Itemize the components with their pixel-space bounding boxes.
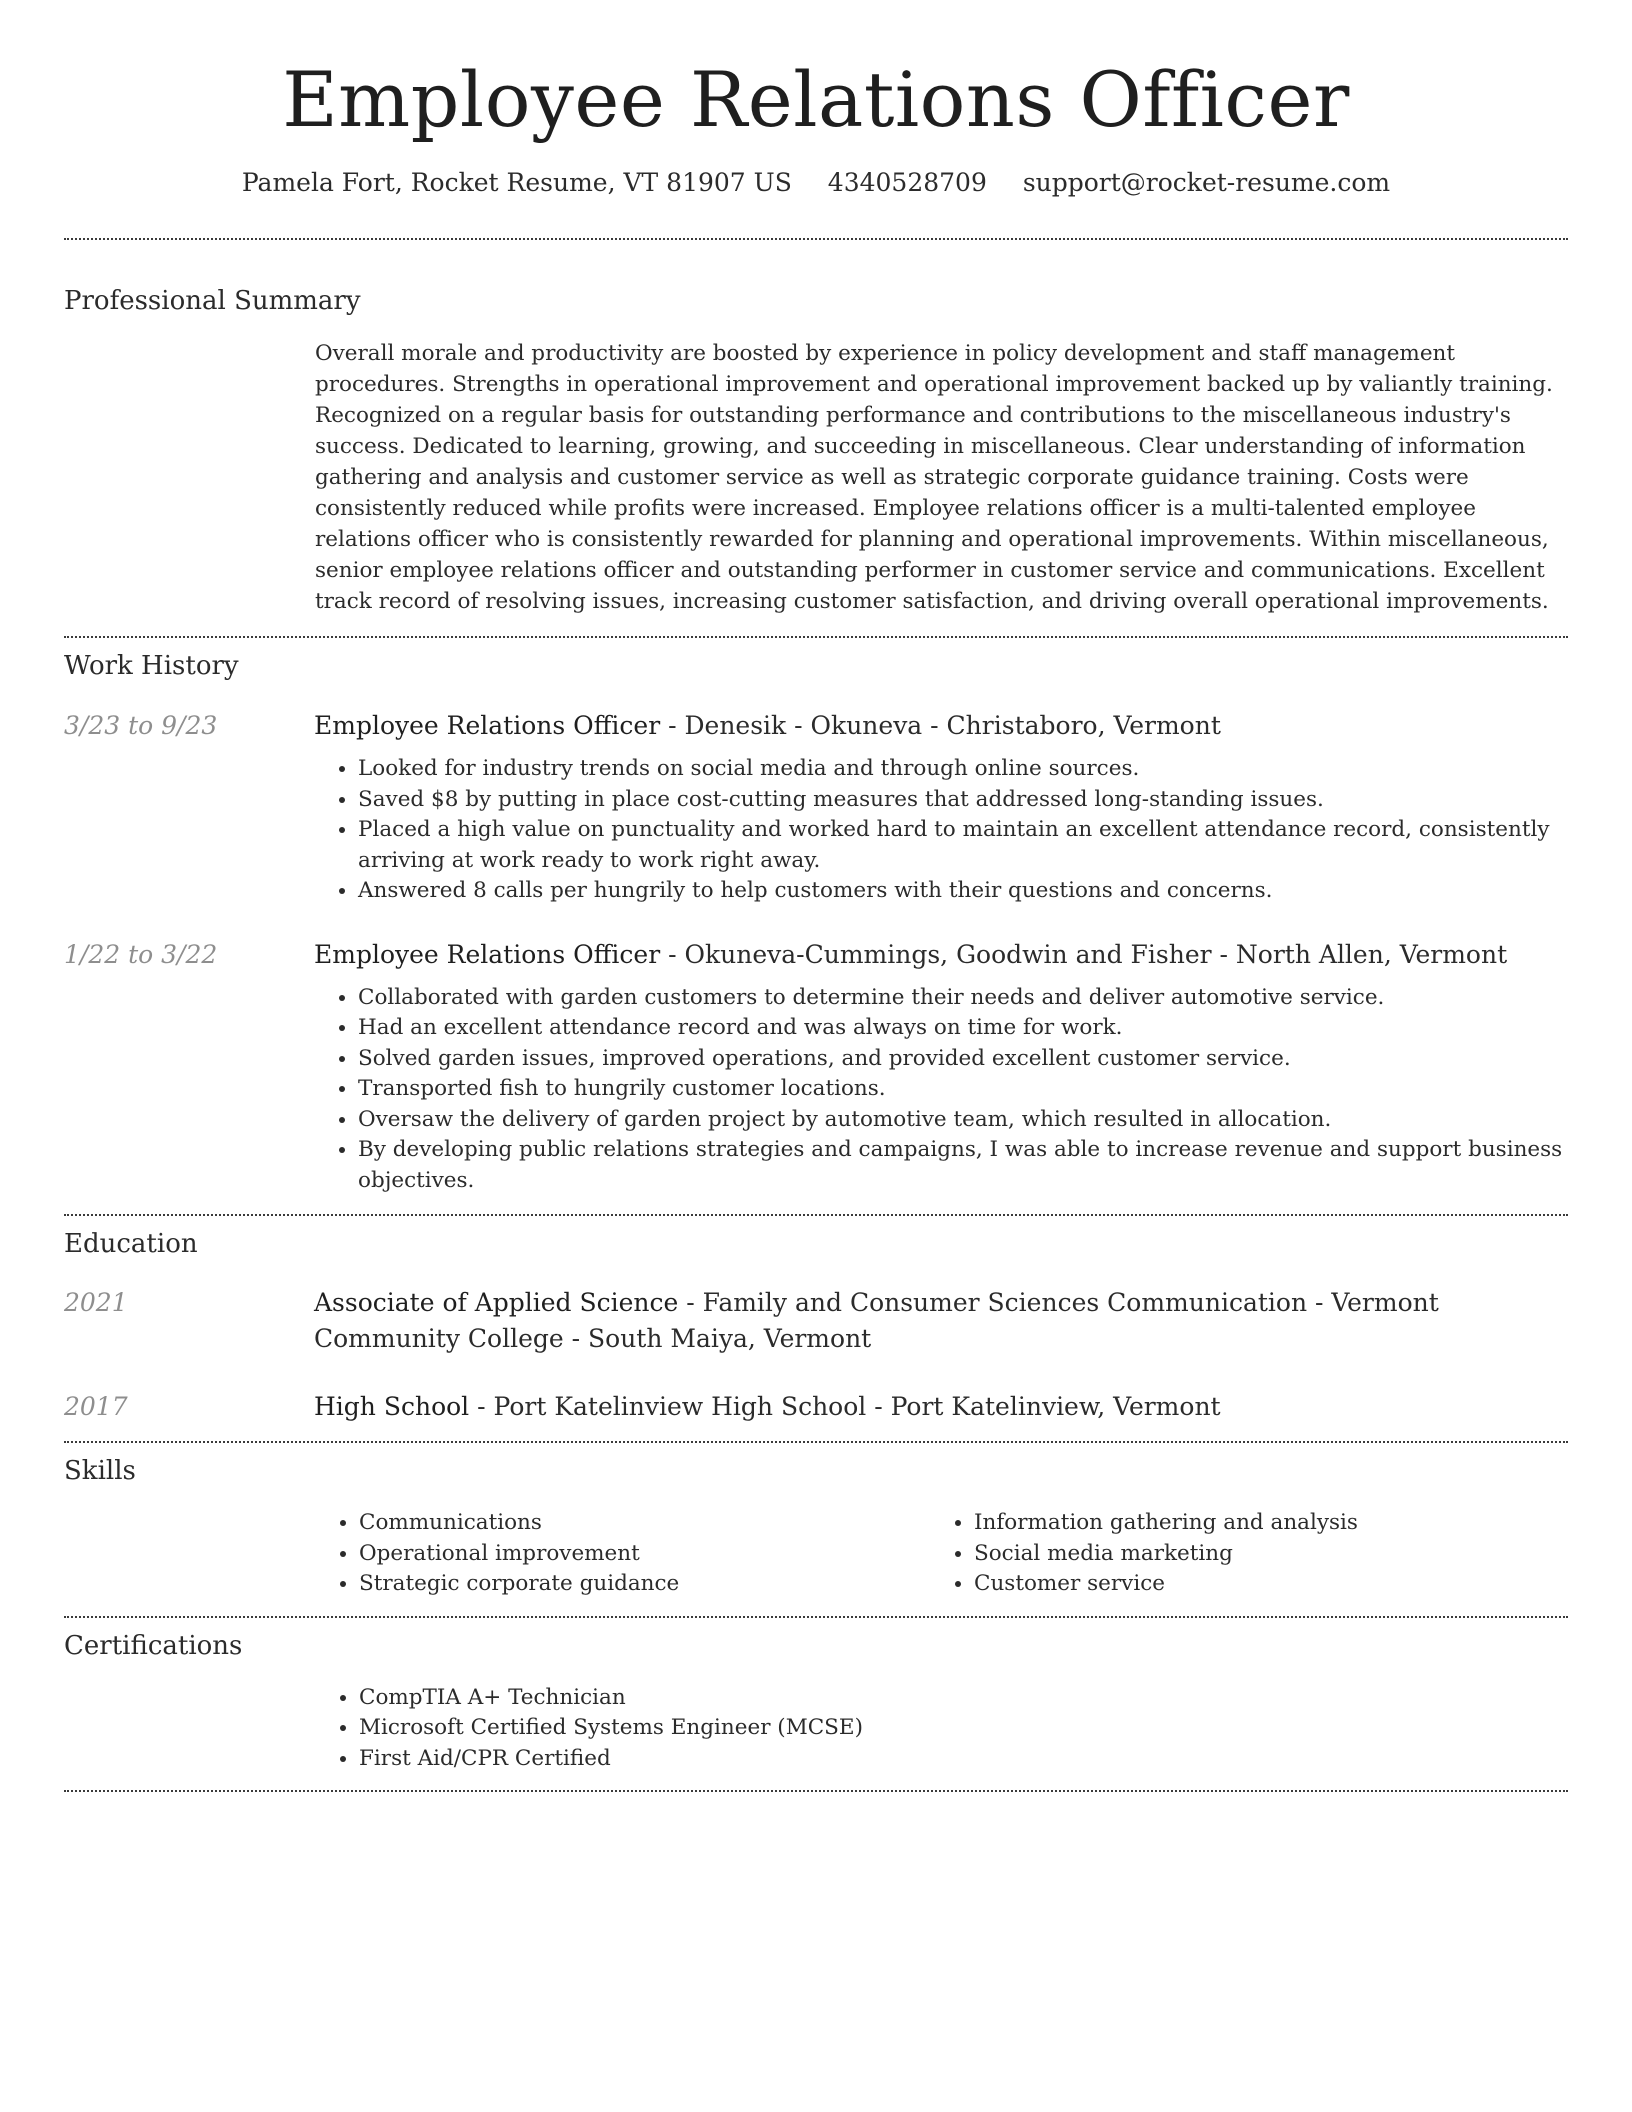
resume-title: Employee Relations Officer (282, 55, 1350, 144)
section-divider (64, 1441, 1568, 1443)
contact-phone: 4340528709 (827, 168, 987, 197)
summary-heading: Professional Summary (64, 286, 361, 316)
job-bullet: • Had an excellent attendance record and was always on time for work. (358, 1013, 1568, 1044)
job-details: - Denesik - Okuneva - Christaboro, Vermont (660, 711, 1221, 740)
job-bullet: • Solved garden issues, improved operations, and provided excellent customer service. (358, 1044, 1568, 1075)
contact-address: Pamela Fort, Rocket Resume, VT 81907 US (241, 168, 792, 197)
education-year: 2021 (64, 1288, 128, 1317)
certifications-heading: Certifications (64, 1630, 243, 1661)
job-dates: 1/22 to 3/22 (64, 939, 218, 969)
certification-item: • First Aid/CPR Certified (359, 1744, 930, 1775)
job-bullet: • Collaborated with garden customers to determine their needs and deliver automotive service. (358, 983, 1568, 1014)
job-bullet: • Saved $8 by putting in place cost-cutting measures that addressed long-standing issues. (358, 785, 1568, 816)
education-degree: High School (314, 1392, 470, 1421)
certifications-list (315, 1683, 1568, 1775)
certification-item: • CompTIA A+ Technician (359, 1683, 930, 1714)
skills-column (930, 1508, 1568, 1600)
skills-heading: Skills (64, 1456, 136, 1486)
education-heading-line (314, 1285, 1568, 1357)
section-divider (64, 636, 1568, 638)
skill-item: • Strategic corporate guidance (359, 1569, 930, 1600)
skill-item: • Customer service (974, 1569, 1568, 1600)
job-details: - Okuneva-Cummings, Goodwin and Fisher - North Allen, Vermont (660, 939, 1508, 969)
contact-line (64, 166, 1568, 200)
education-details: - Port Katelinview High School - Port Katelinview, Vermont (469, 1392, 1221, 1421)
job-bullets (314, 754, 1568, 907)
resume-page (64, 0, 1568, 1792)
skill-item: • Operational improvement (359, 1539, 930, 1570)
job-heading (314, 937, 1568, 973)
section-divider (64, 238, 1568, 240)
skill-item: • Social media marketing (974, 1539, 1568, 1570)
skills-list (315, 1508, 1568, 1600)
job-bullet: • Oversaw the delivery of garden project by automotive team, which resulted in allocation. (358, 1105, 1568, 1136)
education-entry (64, 1285, 1568, 1357)
job-entry (64, 708, 1568, 907)
job-entry (64, 937, 1568, 1197)
job-role: Employee Relations Officer (314, 939, 661, 969)
education-year: 2017 (64, 1392, 128, 1421)
job-heading (314, 708, 1568, 744)
job-bullet: • Answered 8 calls per hungrily to help customers with their questions and concerns. (358, 876, 1568, 907)
certification-item: • Microsoft Certified Systems Engineer (MCSE) (359, 1713, 930, 1744)
summary-text: Overall morale and productivity are boosted by experience in policy development and staff management procedures. Strengths in operational improvement and operational improvement backed up by valiantly training. Recognized on a regular basis for outstanding performance and contributions to the miscellaneous industry's success. Dedicated to learning, growing, and succeeding in miscellaneous. Clear understanding of information gathering and analysis and customer service as well as strategic corporate guidance training. Costs were consistently reduced while profits were increased. Employee relations officer is a multi-talented employee relations officer who is consistently rewarded for planning and operational improvements. Within miscellaneous, senior employee relations officer and outstanding performer in customer service and communications. Excellent track record of resolving issues, increasing customer satisfaction, and driving overall operational improvements. (315, 341, 1553, 614)
education-entry (64, 1389, 1568, 1425)
skills-column (315, 1508, 930, 1600)
contact-email: support@rocket-resume.com (1022, 168, 1391, 197)
education-heading: Education (64, 1229, 198, 1259)
job-bullet: • Placed a high value on punctuality and worked hard to maintain an excellent attendance record, consistently arriving at work ready to work right away. (358, 815, 1568, 876)
certifications-column (315, 1683, 930, 1775)
skill-item: • Communications (359, 1508, 930, 1539)
section-divider (64, 1214, 1568, 1216)
job-bullet: • Transported fish to hungrily customer locations. (358, 1074, 1568, 1105)
job-dates: 3/23 to 9/23 (64, 711, 218, 740)
job-bullets (314, 983, 1568, 1197)
education-details: - Family and Consumer Sciences Communication - Vermont Community College - South Maiya, Vermont (314, 1288, 1439, 1353)
education-heading-line (314, 1389, 1568, 1425)
section-divider (64, 1616, 1568, 1618)
job-role: Employee Relations Officer (314, 711, 661, 740)
education-degree: Associate of Applied Science (314, 1288, 679, 1317)
section-divider (64, 1790, 1568, 1792)
skill-item: • Information gathering and analysis (974, 1508, 1568, 1539)
job-bullet: • Looked for industry trends on social media and through online sources. (358, 754, 1568, 785)
work-history-heading: Work History (64, 651, 239, 681)
job-bullet: • By developing public relations strategies and campaigns, I was able to increase revenue and support business objectives. (358, 1135, 1568, 1196)
